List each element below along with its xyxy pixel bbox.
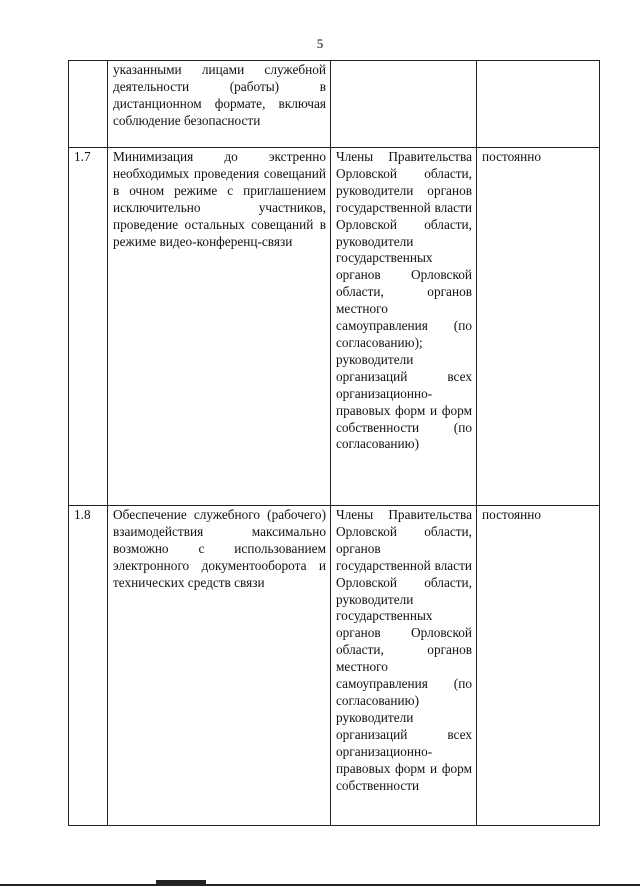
responsible-cell (331, 61, 477, 148)
action-cell: Обеспечение служебного (рабочего) взаимодействия максимально возможно с использованием электронного документооборота и технических средств связи (108, 506, 331, 826)
table-row-continuation (69, 61, 600, 148)
measures-table (68, 60, 600, 826)
bottom-divider (0, 884, 640, 886)
page-number: 5 (316, 36, 324, 51)
scan-artifact-mark (156, 880, 206, 886)
table-row-1-7 (69, 148, 600, 506)
action-cell: Минимизация до экстренно необходимых проведения совещаний в очном режиме с приглашением исключительно участников, проведение остальных совещаний в режиме видео-конференц-связи (108, 148, 331, 506)
term-cell (477, 61, 600, 148)
term-cell: постоянно (477, 506, 600, 826)
responsible-cell: Члены Правительства Орловской области, руководители органов государственной власти Орловской области, руководители государственных органов Орловской области, органов местного самоуправления (по согласованию); руководители организаций всех организационно-правовых форм и форм собственности (по согласованию) (331, 148, 477, 506)
item-number-cell: 1.8 (69, 506, 108, 826)
table-row-1-8 (69, 506, 600, 826)
term-cell: постоянно (477, 148, 600, 506)
item-number-cell (69, 61, 108, 148)
action-cell: указанными лицами служебной деятельности (работы) в дистанционном формате, включая соблюдение безопасности (108, 61, 331, 148)
item-number-cell: 1.7 (69, 148, 108, 506)
responsible-cell: Члены Правительства Орловской области, органов государственной власти Орловской области, руководители государственных органов Орловской области, органов местного самоуправления (по согласованию) руководители организаций всех организационно-правовых форм и форм собственности (331, 506, 477, 826)
